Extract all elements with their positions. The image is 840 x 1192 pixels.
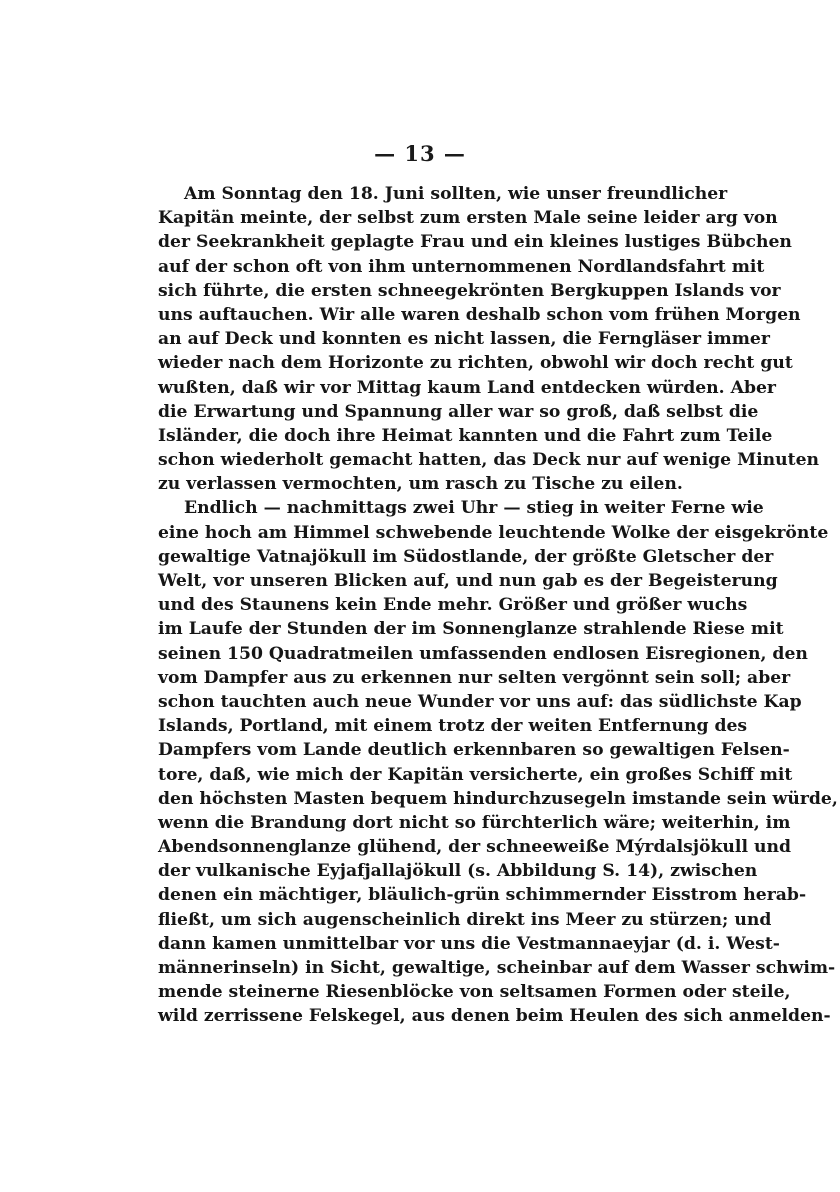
text-line: Am Sonntag den 18. Juni sollten, wie unser freundlicher <box>184 184 728 204</box>
text-line: gewaltige Vatnajökull im Südostlande, der größte Gletscher der <box>158 546 774 567</box>
text-line: männerinseln) in Sicht, gewaltige, scheinbar auf dem Wasser schwim- <box>158 958 836 978</box>
text-line: vom Dampfer aus zu erkennen nur selten vergönnt sein soll; aber <box>158 667 791 688</box>
text-line: wenn die Brandung dort nicht so fürchterlich wäre; weiterhin, im <box>158 812 791 833</box>
text-line: den höchsten Masten bequem hindurchzusegeln imstande sein würde, <box>158 788 838 809</box>
text-line: der vulkanische Eyjafjallajökull (s. Abbildung S. 14), zwischen <box>158 861 758 882</box>
text-line: eine hoch am Himmel schwebende leuchtende Wolke der eisgekrönte <box>158 522 829 543</box>
text-line: und des Staunens kein Ende mehr. Größer und größer wuchs <box>158 595 748 616</box>
text-line: sich führte, die ersten schneegekrönten Bergkuppen Islands vor <box>158 280 781 301</box>
text-line: wild zerrissene Felskegel, aus denen beim Heulen des sich anmelden- <box>158 1006 831 1027</box>
text-line: denen ein mächtiger, bläulich-grün schimmernder Eisstrom herab- <box>158 885 807 906</box>
text-line: Islands, Portland, mit einem trotz der weiten Entfernung des <box>158 716 748 737</box>
text-line: uns auftauchen. Wir alle waren deshalb schon vom frühen Morgen <box>158 304 801 325</box>
text-line: Isländer, die doch ihre Heimat kannten und die Fahrt zum Teile <box>158 425 773 446</box>
text-line: mende steinerne Riesenblöcke von seltsamen Formen oder steile, <box>158 982 791 1003</box>
paragraph-1 <box>158 182 819 496</box>
text-line: Abendsonnenglanze glühend, der schneeweiße Mýrdalsjökull und <box>158 837 791 858</box>
text-line: der Seekrankheit geplagte Frau und ein kleines lustiges Bübchen <box>158 232 792 253</box>
text-line: dann kamen unmittelbar vor uns die Vestmannaeyjar (d. i. West- <box>158 933 780 954</box>
body-text <box>158 182 838 1029</box>
text-line: Endlich — nachmittags zwei Uhr — stieg in weiter Ferne wie <box>184 498 764 519</box>
paragraph-2 <box>158 496 838 1028</box>
text-line: tore, daß, wie mich der Kapitän versicherte, ein großes Schiff mit <box>158 764 793 785</box>
text-line: schon wiederholt gemacht hatten, das Deck nur auf wenige Minuten <box>158 450 819 471</box>
text-line: im Laufe der Stunden der im Sonnenglanze strahlende Riese mit <box>158 619 784 640</box>
text-line: auf der schon oft von ihm unternommenen Nordlandsfahrt mit <box>158 256 765 277</box>
page-number: — 13 — <box>374 141 466 166</box>
text-line: zu verlassen vermochten, um rasch zu Tische zu eilen. <box>158 474 683 495</box>
text-line: Dampfers vom Lande deutlich erkennbaren so gewaltigen Felsen- <box>158 740 790 761</box>
text-line: Kapitän meinte, der selbst zum ersten Male seine leider arg von <box>158 208 778 229</box>
text-line: die Erwartung und Spannung aller war so groß, daß selbst die <box>158 401 759 422</box>
text-line: wußten, daß wir vor Mittag kaum Land entdecken würden. Aber <box>158 377 776 398</box>
text-line: an auf Deck und konnten es nicht lassen, die Ferngläser immer <box>158 329 770 350</box>
text-line: wieder nach dem Horizonte zu richten, obwohl wir doch recht gut <box>158 353 793 374</box>
text-line: schon tauchten auch neue Wunder vor uns auf: das südlichste Kap <box>158 691 802 712</box>
text-line: Welt, vor unseren Blicken auf, und nun gab es der Begeisterung <box>158 571 778 591</box>
text-line: fließt, um sich augenscheinlich direkt ins Meer zu stürzen; und <box>158 909 772 930</box>
text-line: seinen 150 Quadratmeilen umfassenden endlosen Eisregionen, den <box>158 643 808 664</box>
